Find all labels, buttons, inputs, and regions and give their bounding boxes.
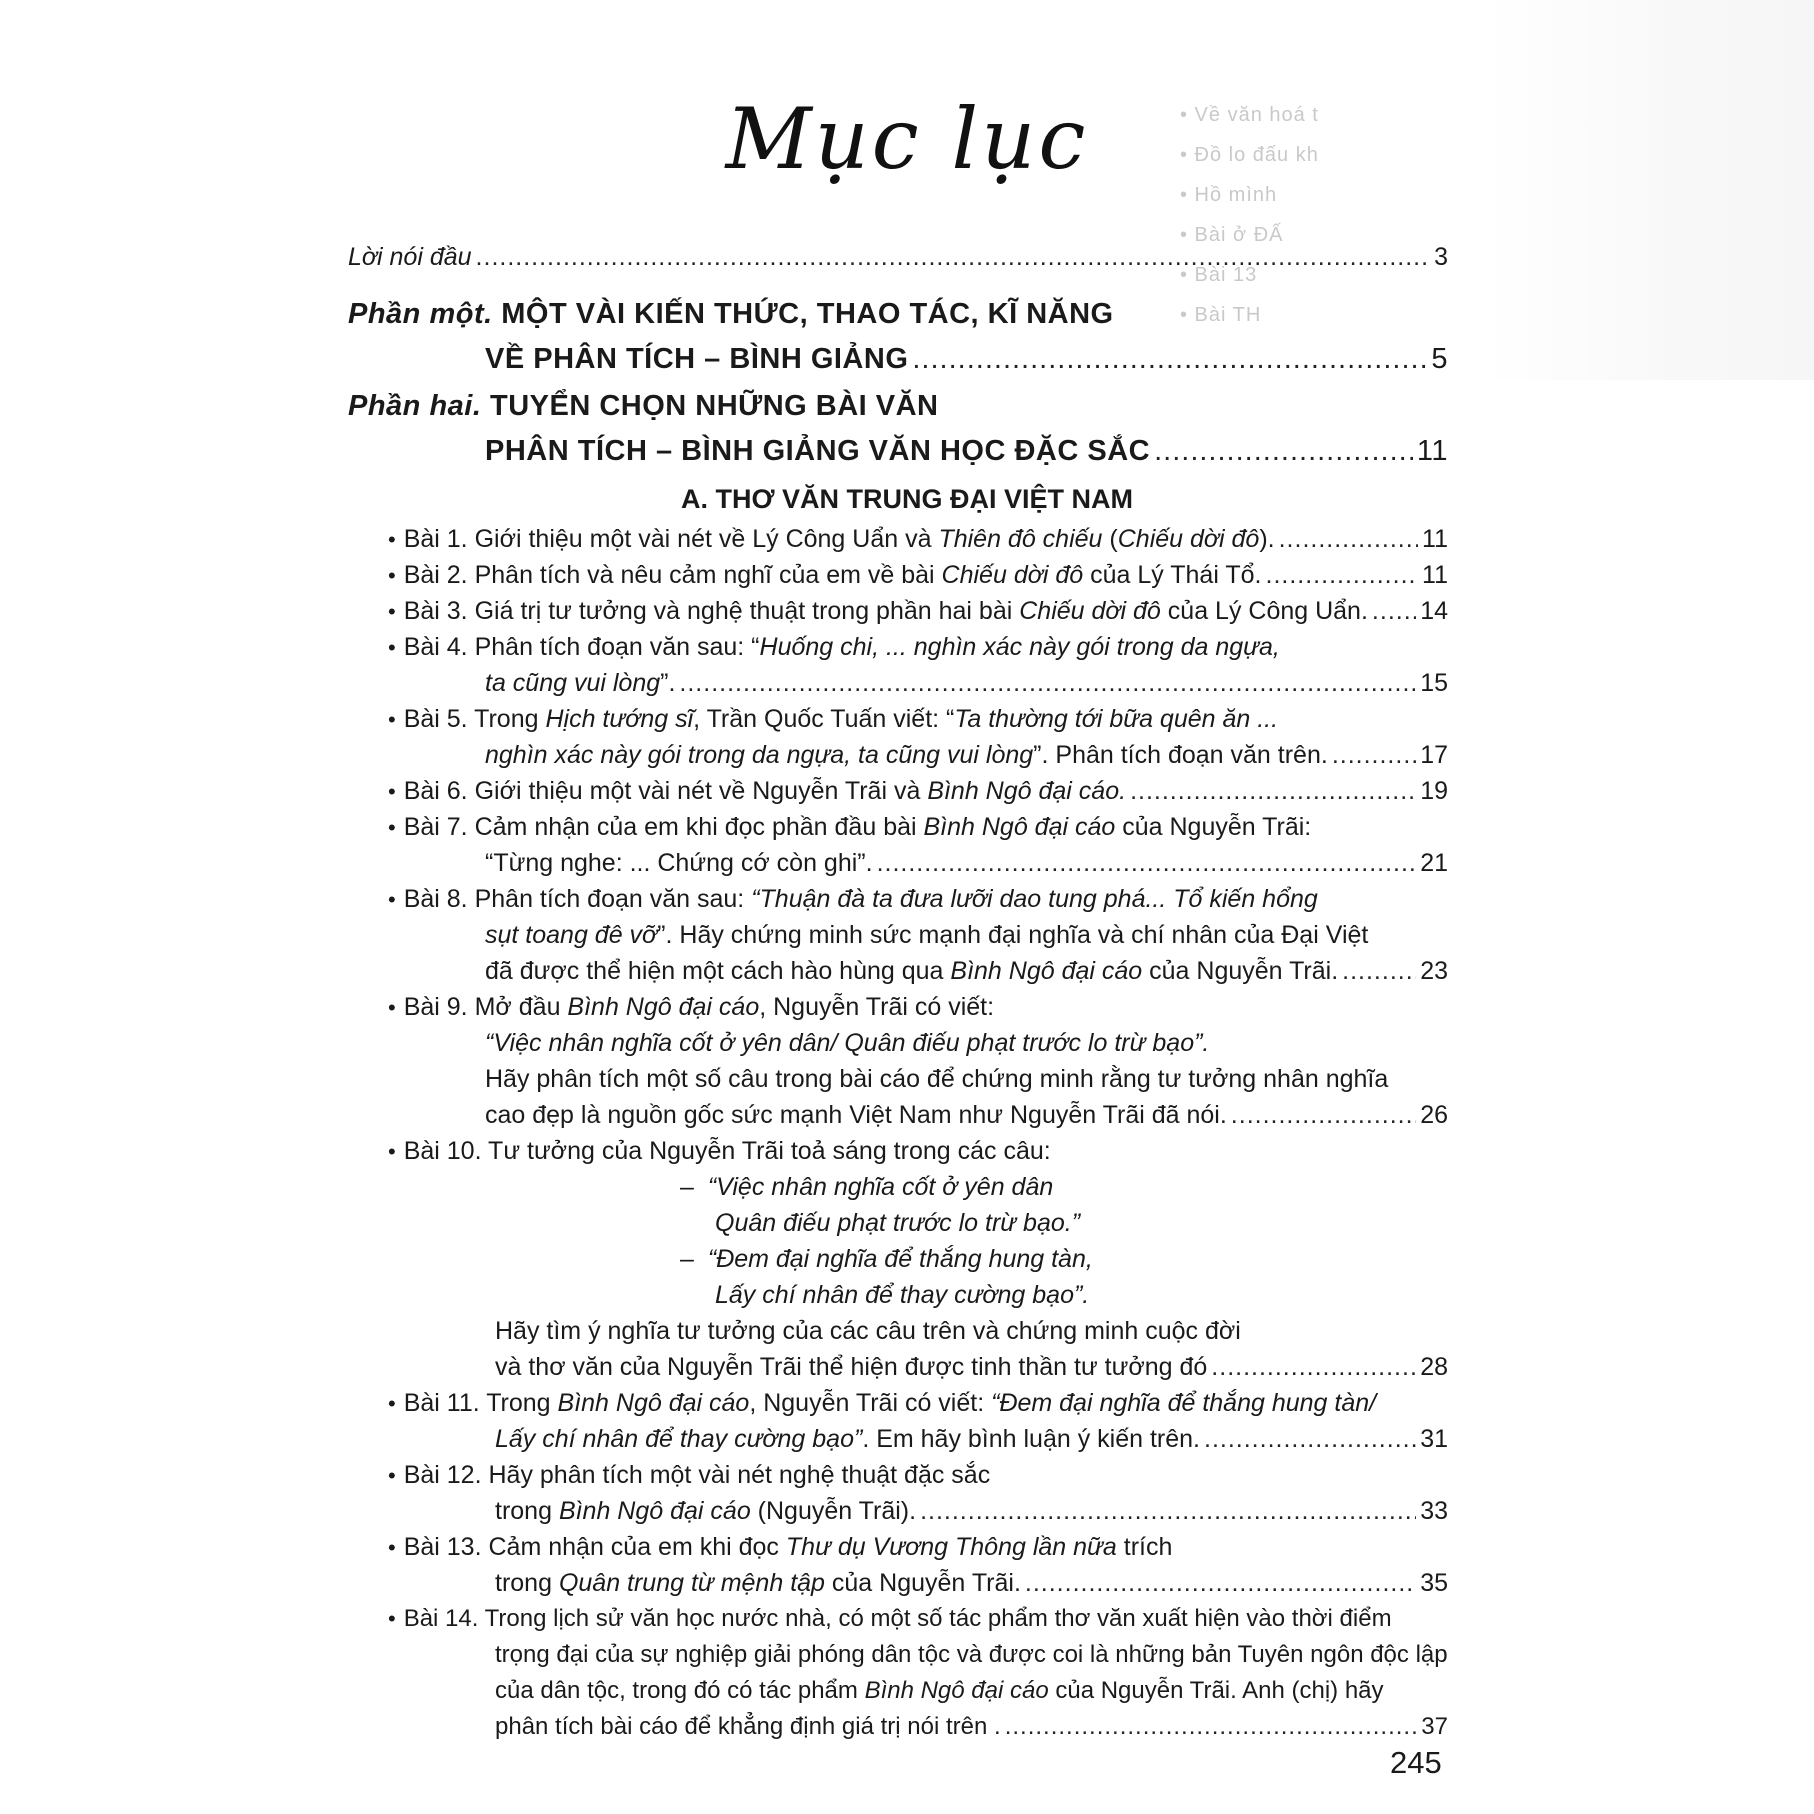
entry-page: 35 xyxy=(1420,1569,1448,1597)
entry-number: Bài 10. xyxy=(403,1137,482,1165)
entry-number: Bài 14. xyxy=(403,1605,479,1632)
entry-title-italic: Chiếu dời đô xyxy=(1117,525,1260,553)
entry-number: Bài 1. xyxy=(403,525,468,553)
entry-page: 14 xyxy=(1420,597,1448,625)
toc-entry-bai-8[interactable] xyxy=(388,885,1318,914)
entry-text: Trong lịch sử văn học nước nhà, có một số tác phẩm thơ văn xuất hiện vào thời điểm xyxy=(484,1605,1392,1632)
toc-entry-bai-5[interactable] xyxy=(388,705,1278,734)
entry-text: của Nguyễn Trãi. xyxy=(1142,957,1339,985)
entry-text: cao đẹp là nguồn gốc sức mạnh Việt Nam như Nguyễn Trãi đã nói. xyxy=(485,1101,1227,1129)
entry-title-italic: Bình Ngô đại cáo xyxy=(558,1497,751,1525)
part-label: Phần hai. xyxy=(348,390,482,422)
toc-entry-bai-14-cont[interactable] xyxy=(495,1713,1448,1741)
bleed-line: • Bài TH xyxy=(1180,304,1262,326)
quote-text: Quân điếu phạt trước lo trừ bạo.” xyxy=(715,1209,1081,1237)
entry-text: (Nguyễn Trãi). xyxy=(750,1497,917,1525)
leader-dots xyxy=(912,343,1427,376)
toc-entry-part-two[interactable] xyxy=(485,435,1448,468)
entry-text: của Nguyễn Trãi. Anh (chị) hãy xyxy=(1048,1677,1384,1704)
entry-text: Phân tích đoạn văn sau: “ xyxy=(474,633,760,661)
toc-entry-bai-10-cont[interactable] xyxy=(495,1353,1448,1382)
bullet-icon: • xyxy=(388,887,396,912)
entry-text: , Nguyễn Trãi có viết: xyxy=(759,993,995,1021)
toc-entry-bai-13[interactable] xyxy=(388,1533,1172,1562)
entry-title-italic: “Đem đại nghĩa để thắng hung tàn/ xyxy=(991,1389,1377,1417)
entry-text: trọng đại của sự nghiệp giải phóng dân tộc và được coi là những bản Tuyên ngôn độc lập xyxy=(495,1641,1448,1668)
entry-number: Bài 2. xyxy=(403,561,468,589)
bullet-icon: • xyxy=(388,1391,396,1416)
leader-dots xyxy=(1266,561,1419,590)
bullet-icon: • xyxy=(388,563,396,588)
toc-entry-bai-6[interactable] xyxy=(388,777,1448,806)
entry-text: Giới thiệu một vài nét về Lý Công Uẩn và xyxy=(474,525,939,553)
entry-page: 3 xyxy=(1434,243,1448,271)
entry-title-italic: Lấy chí nhân để thay cường bạo” xyxy=(495,1425,863,1453)
part-title: MỘT VÀI KIẾN THỨC, THAO TÁC, KĨ NĂNG xyxy=(501,298,1114,330)
toc-part-two-heading[interactable] xyxy=(348,390,939,423)
toc-entry-bai-12-cont[interactable] xyxy=(495,1497,1448,1526)
bleed-line: • Hồ mình xyxy=(1180,184,1278,206)
entry-title-italic: Bình Ngô đại cáo xyxy=(557,1389,750,1417)
entry-title-italic: Bình Ngô đại cáo xyxy=(864,1677,1049,1704)
entry-text: của dân tộc, trong đó có tác phẩm xyxy=(495,1677,865,1704)
entry-title-italic: ta cũng vui lòng xyxy=(485,669,661,697)
entry-text: phân tích bài cáo để khẳng định giá trị nói trên . xyxy=(495,1713,1001,1740)
entry-text: Cảm nhận của em khi đọc xyxy=(488,1533,786,1561)
entry-page: 19 xyxy=(1420,777,1448,805)
entry-title-italic: Chiếu dời đô xyxy=(1019,597,1161,625)
toc-entry-bai-11[interactable] xyxy=(388,1389,1376,1418)
toc-entry-bai-14[interactable] xyxy=(388,1605,1392,1633)
toc-entry-bai-4[interactable] xyxy=(388,633,1280,662)
bleed-line: • Bài 13 xyxy=(1180,264,1258,286)
entry-number: Bài 5. xyxy=(403,705,468,733)
entry-text: trong xyxy=(495,1569,559,1597)
entry-label: Lời nói đầu xyxy=(348,243,472,271)
bullet-icon: • xyxy=(388,1535,396,1560)
entry-page: 23 xyxy=(1420,957,1448,985)
bleed-line: • Về văn hoá t xyxy=(1180,104,1319,126)
toc-entry-part-one[interactable] xyxy=(485,343,1448,376)
bullet-icon: • xyxy=(388,599,396,624)
dash: – xyxy=(680,1173,694,1201)
toc-entry-bai-4-cont[interactable] xyxy=(485,669,1448,698)
bullet-icon: • xyxy=(388,1139,396,1164)
entry-title-italic: Ta thường tới bữa quên ăn ... xyxy=(954,705,1279,733)
entry-text: trích xyxy=(1116,1533,1173,1561)
entry-text: Phân tích đoạn văn sau: xyxy=(474,885,752,913)
page-number: 245 xyxy=(1390,1745,1442,1780)
entry-text: “Từng nghe: ... Chứng cớ còn ghi”. xyxy=(485,849,873,877)
entry-text: Hãy phân tích một vài nét nghệ thuật đặc sắc xyxy=(488,1461,991,1489)
entry-title-italic: sụt toang đê vỡ xyxy=(485,921,658,949)
leader-dots xyxy=(1204,1425,1416,1454)
entry-text: Cảm nhận của em khi đọc phần đầu bài xyxy=(474,813,924,841)
entry-page: 17 xyxy=(1420,741,1448,769)
entry-title-italic: “Thuận đà ta đưa lưỡi dao tung phá... Tổ kiến hổng xyxy=(751,885,1318,913)
entry-title-italic: Chiếu dời đô xyxy=(941,561,1084,589)
toc-entry-bai-10[interactable] xyxy=(388,1137,1051,1166)
entry-text: Tư tưởng của Nguyễn Trãi toả sáng trong các câu: xyxy=(488,1137,1051,1165)
bullet-icon: • xyxy=(388,1606,396,1631)
entry-page: 33 xyxy=(1420,1497,1448,1525)
entry-text: đã được thể hiện một cách hào hùng qua xyxy=(485,957,951,985)
leader-dots xyxy=(1231,1101,1416,1130)
leader-dots xyxy=(1332,741,1416,770)
toc-entry-bai-10-line[interactable] xyxy=(495,1317,1241,1346)
section-heading: A. THƠ VĂN TRUNG ĐẠI VIỆT NAM xyxy=(680,484,1134,514)
toc-entry-bai-14-line3[interactable] xyxy=(495,1677,1384,1705)
bullet-icon: • xyxy=(388,779,396,804)
toc-part-one-heading[interactable] xyxy=(348,298,1114,331)
bullet-icon: • xyxy=(388,995,396,1020)
entry-text: Giá trị tư tưởng và nghệ thuật trong phần hai bài xyxy=(474,597,1020,625)
bullet-icon: • xyxy=(388,635,396,660)
entry-number: Bài 6. xyxy=(403,777,468,805)
quote-line xyxy=(680,1173,1053,1202)
entry-text: , Trần Quốc Tuấn viết: “ xyxy=(693,705,955,733)
quote-line xyxy=(680,1245,1093,1274)
entry-number: Bài 12. xyxy=(403,1461,482,1489)
entry-text: ”. Phân tích đoạn văn trên. xyxy=(1033,741,1328,769)
leader-dots xyxy=(476,243,1431,272)
entry-title-italic: Bình Ngô đại cáo xyxy=(567,993,760,1021)
bleed-line: • Bài ở ĐẤ xyxy=(1180,224,1284,246)
toc-entry-preface[interactable] xyxy=(348,243,1448,272)
toc-entry-bai-2[interactable] xyxy=(388,561,1448,590)
entry-title-italic: Hịch tướng sĩ xyxy=(545,705,694,733)
toc-entry-bai-12[interactable] xyxy=(388,1461,990,1490)
entry-text: ”. Hãy chứng minh sức mạnh đại nghĩa và chí nhân của Đại Việt xyxy=(657,921,1369,949)
dash: – xyxy=(680,1245,694,1273)
leader-dots xyxy=(1154,435,1413,468)
toc-entry-bai-11-cont[interactable] xyxy=(495,1425,1448,1454)
bullet-icon: • xyxy=(388,815,396,840)
toc-entry-bai-9-cont[interactable] xyxy=(485,1101,1448,1130)
part-title-continued: PHÂN TÍCH – BÌNH GIẢNG VĂN HỌC ĐẶC SẮC xyxy=(485,435,1151,467)
leader-dots xyxy=(1372,597,1416,626)
entry-page: 26 xyxy=(1420,1101,1448,1129)
entry-text: Hãy tìm ý nghĩa tư tưởng của các câu trên và chứng minh cuộc đời xyxy=(495,1317,1241,1345)
entry-number: Bài 3. xyxy=(403,597,468,625)
entry-page: 11 xyxy=(1416,435,1448,467)
toc-entry-bai-3[interactable] xyxy=(388,597,1448,626)
leader-dots xyxy=(679,669,1416,698)
leader-dots xyxy=(920,1497,1416,1526)
entry-page: 15 xyxy=(1420,669,1448,697)
entry-title-italic: Bình Ngô đại cáo. xyxy=(927,777,1127,805)
leader-dots xyxy=(1130,777,1416,806)
quote-text: Lấy chí nhân để thay cường bạo”. xyxy=(715,1281,1090,1309)
entry-page: 21 xyxy=(1420,849,1448,877)
entry-text: Mở đầu xyxy=(474,993,568,1021)
toc-entry-bai-14-line2[interactable] xyxy=(495,1641,1448,1669)
toc-entry-bai-7-cont[interactable] xyxy=(485,849,1448,878)
page-title: Mục lục xyxy=(725,90,1089,188)
entry-title-italic: Thiên đô chiếu xyxy=(938,525,1103,553)
entry-text: . Em hãy bình luận ý kiến trên. xyxy=(862,1425,1200,1453)
entry-title-italic: “Việc nhân nghĩa cốt ở yên dân/ Quân điếu phạt trước lo trừ bạo”. xyxy=(485,1029,1210,1057)
leader-dots xyxy=(1005,1713,1418,1741)
leader-dots xyxy=(1025,1569,1416,1598)
bullet-icon: • xyxy=(388,707,396,732)
part-title: TUYỂN CHỌN NHỮNG BÀI VĂN xyxy=(489,390,939,422)
quote-text: “Việc nhân nghĩa cốt ở yên dân xyxy=(707,1173,1054,1201)
entry-title-italic: Bình Ngô đại cáo xyxy=(950,957,1143,985)
toc-entry-bai-1[interactable] xyxy=(388,525,1448,554)
entry-title-italic: Quân trung từ mệnh tập xyxy=(558,1569,825,1597)
entry-number: Bài 9. xyxy=(403,993,468,1021)
leader-dots xyxy=(1211,1353,1416,1382)
entry-text: của Lý Thái Tổ. xyxy=(1083,561,1262,589)
entry-text: của Nguyễn Trãi. xyxy=(824,1569,1021,1597)
quote-line xyxy=(715,1281,1089,1310)
bullet-icon: • xyxy=(388,527,396,552)
entry-page: 11 xyxy=(1422,525,1448,553)
entry-page: 5 xyxy=(1431,343,1448,375)
entry-page: 31 xyxy=(1420,1425,1448,1453)
entry-text: ). xyxy=(1259,525,1275,553)
entry-text: của Nguyễn Trãi: xyxy=(1115,813,1312,841)
entry-number: Bài 4. xyxy=(403,633,468,661)
leader-dots xyxy=(1342,957,1416,986)
entry-title-italic: Thư dụ Vương Thông lần nữa xyxy=(785,1533,1117,1561)
entry-number: Bài 13. xyxy=(403,1533,482,1561)
toc-entry-bai-9-line3[interactable] xyxy=(485,1065,1388,1094)
part-label: Phần một. xyxy=(348,298,493,330)
entry-text: Trong xyxy=(486,1389,558,1417)
entry-text: ”. xyxy=(660,669,676,697)
entry-text: Trong xyxy=(474,705,546,733)
quote-line xyxy=(715,1209,1080,1238)
entry-page: 28 xyxy=(1420,1353,1448,1381)
entry-text: , Nguyễn Trãi có viết: xyxy=(749,1389,992,1417)
toc-entry-bai-5-cont[interactable] xyxy=(485,741,1448,770)
entry-number: Bài 8. xyxy=(403,885,468,913)
bleed-line: • Đồ lo đấu kh xyxy=(1180,144,1319,166)
entry-title-italic: nghìn xác này gói trong da ngựa, ta cũng vui lòng xyxy=(485,741,1034,769)
entry-text: Giới thiệu một vài nét về Nguyễn Trãi và xyxy=(474,777,928,805)
entry-number: Bài 11. xyxy=(403,1389,480,1417)
toc-entry-bai-8-line2[interactable] xyxy=(485,921,1368,950)
entry-number: Bài 7. xyxy=(403,813,468,841)
toc-entry-bai-9[interactable] xyxy=(388,993,994,1022)
toc-entry-bai-9-line2[interactable] xyxy=(485,1029,1209,1058)
toc-entry-bai-8-cont[interactable] xyxy=(485,957,1448,986)
entry-text: trong xyxy=(495,1497,559,1525)
part-title-continued: VỀ PHÂN TÍCH – BÌNH GIẢNG xyxy=(485,343,909,375)
toc-entry-bai-7[interactable] xyxy=(388,813,1311,842)
entry-text: Phân tích và nêu cảm nghĩ của em về bài xyxy=(474,561,942,589)
entry-text: của Lý Công Uẩn. xyxy=(1160,597,1368,625)
entry-title-italic: Bình Ngô đại cáo xyxy=(923,813,1116,841)
entry-text: ( xyxy=(1102,525,1118,553)
entry-text: Hãy phân tích một số câu trong bài cáo để chứng minh rằng tư tưởng nhân nghĩa xyxy=(485,1065,1389,1093)
entry-title-italic: Huống chi, ... nghìn xác này gói trong da ngựa, xyxy=(759,633,1280,661)
toc-entry-bai-13-cont[interactable] xyxy=(495,1569,1448,1598)
entry-page: 11 xyxy=(1422,561,1448,589)
leader-dots xyxy=(1279,525,1418,554)
bullet-icon: • xyxy=(388,1463,396,1488)
entry-text: và thơ văn của Nguyễn Trãi thể hiện được tinh thần tư tưởng đó xyxy=(495,1353,1208,1381)
quote-text: “Đem đại nghĩa để thắng hung tàn, xyxy=(707,1245,1093,1273)
leader-dots xyxy=(877,849,1417,878)
entry-page: 37 xyxy=(1421,1713,1448,1740)
